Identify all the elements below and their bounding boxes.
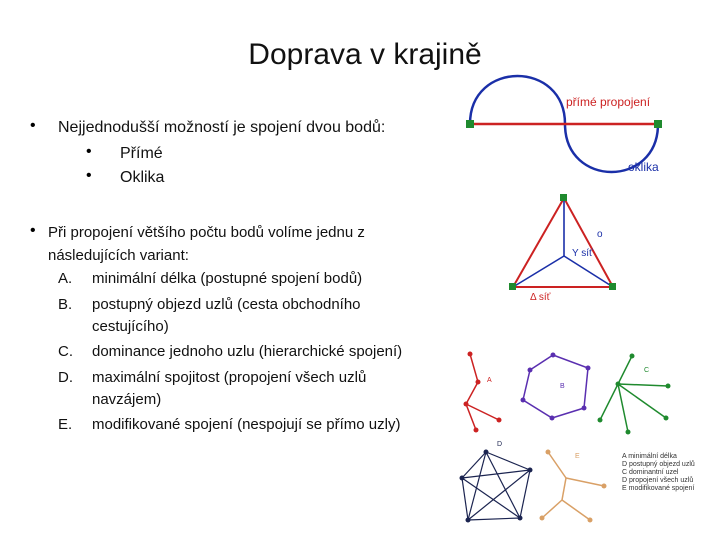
legend-item: D postupný objezd uzlů (622, 461, 695, 468)
item-letter: D. (58, 369, 73, 386)
node (654, 120, 662, 128)
label-d: D (497, 441, 503, 448)
variant-e-diagram (540, 450, 607, 523)
bullet-marker: • (30, 117, 36, 134)
node (560, 194, 567, 201)
item-text: dominance jednoho uzlu (hierarchické spojení) (92, 343, 403, 360)
bullet2-line1: Při propojení většího počtu bodů volíme jednu z (48, 224, 365, 241)
triangle-diagram (509, 194, 616, 303)
label-c: C (644, 367, 650, 374)
item-text: minimální délka (postupné spojení bodů) (92, 270, 363, 287)
label-y: Y síť (572, 248, 593, 259)
item-text: postupný objezd uzlů (cesta obchodního (92, 296, 361, 313)
item-letter: C. (58, 343, 73, 360)
variant-b-diagram (521, 353, 591, 421)
sub-bullet-marker: • (86, 143, 92, 160)
label-detour: oklika (628, 160, 659, 174)
node (509, 283, 516, 290)
bullet-marker: • (30, 222, 36, 239)
sub-item-direct: Přímé (120, 145, 163, 162)
variant-c-diagram (598, 354, 671, 435)
item-text: modifikované spojení (nespojují se přímo uzly) (92, 416, 401, 433)
item-letter: E. (58, 416, 73, 433)
legend-item: E modifikované spojení (622, 485, 695, 492)
label-a: A (487, 377, 492, 384)
variant-d-diagram (460, 441, 533, 523)
bullet1-text: Nejjednodušší možností je spojení dvou bodů: (58, 119, 386, 136)
legend (622, 453, 695, 492)
item-text: maximální spojitost (propojení všech uzlů (92, 369, 367, 386)
node (466, 120, 474, 128)
legend-item: D propojení všech uzlů (622, 477, 694, 484)
delta-network (513, 198, 613, 287)
bullet2-line2: následujících variant: (48, 247, 189, 264)
sub-item-detour: Oklika (120, 169, 165, 186)
label-e: E (575, 453, 580, 460)
item-text: navzájem) (92, 391, 162, 408)
label-b: B (560, 383, 565, 390)
label-o: o (597, 229, 603, 240)
item-text: cestujícího) (92, 318, 169, 335)
node (609, 283, 616, 290)
label-delta: Δ síť (530, 292, 551, 303)
legend-item: A minimální délka (622, 453, 677, 460)
legend-item: C dominantní uzel (622, 469, 679, 476)
label-direct: přímé propojení (566, 95, 651, 109)
item-letter: A. (58, 270, 73, 287)
slide-title: Doprava v krajině (248, 38, 482, 71)
variant-a-diagram (464, 352, 502, 433)
sub-bullet-marker: • (86, 167, 92, 184)
item-letter: B. (58, 296, 73, 313)
two-point-diagram (466, 76, 662, 174)
